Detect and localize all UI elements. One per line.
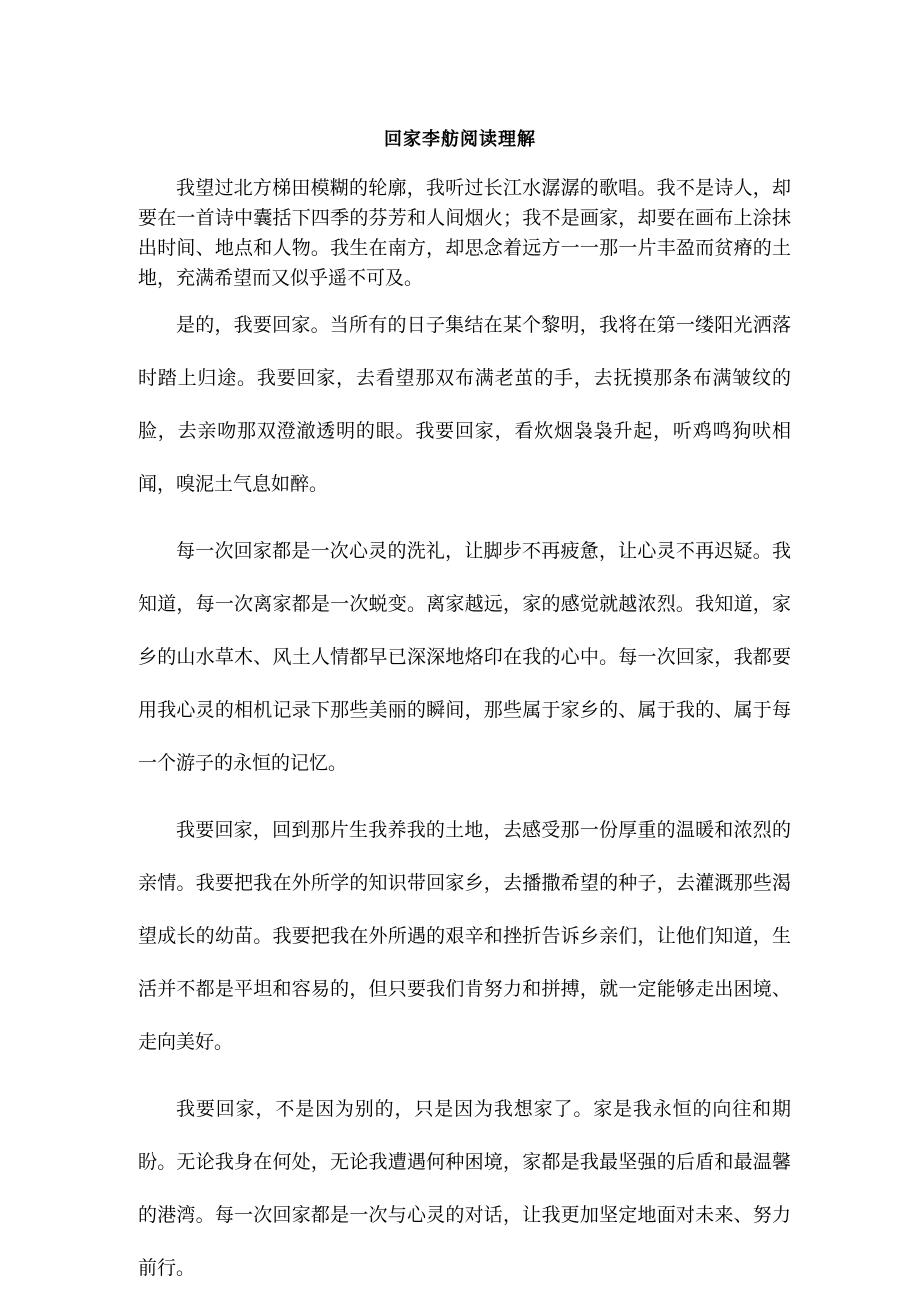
document-title: 回家李舫阅读理解 bbox=[384, 129, 536, 150]
paragraph-4: 我要回家，回到那片生我养我的土地，去感受那一份厚重的温暖和浓烈的亲情。我要把我在外所学的知识带回家乡，去播撒希望的种子，去灌溉那些渴望成长的幼苗。我要把我在外所遇的艰辛和挫折告诉乡亲们，让他们知道，生活并不都是平坦和容易的，但只要我们肯努力和拼搏，就一定能够走出困境、走向美好。 bbox=[138, 819, 791, 1053]
paragraph-2: 是的，我要回家。当所有的日子集结在某个黎明，我将在第一缕阳光洒落时踏上归途。我要回家，去看望那双布满老茧的手，去抚摸那条布满皱纹的脸，去亲吻那双澄澈透明的眼。我要回家，看炊烟袅袅升起，听鸡鸣狗吠相闻，嗅泥土气息如醉。 bbox=[138, 314, 791, 495]
paragraph-1: 我望过北方梯田模糊的轮廓，我听过长江水潺潺的歌唱。我不是诗人，却要在一首诗中囊括下四季的芬芳和人间烟火；我不是画家，却要在画布上涂抹出时间、地点和人物。我生在南方，却思念着远方一一那一片丰盈而贫瘠的土地，充满希望而又似乎遥不可及。 bbox=[138, 177, 791, 289]
paragraph-5: 我要回家，不是因为别的，只是因为我想家了。家是我永恒的向往和期盼。无论我身在何处，无论我遭遇何种困境，家都是我最坚强的后盾和最温馨的港湾。每一次回家都是一次与心灵的对话，让我更加坚定地面对未来、努力前行。 bbox=[138, 1098, 791, 1279]
document-body bbox=[138, 173, 791, 1295]
paragraph-3: 每一次回家都是一次心灵的洗礼，让脚步不再疲惫，让心灵不再迟疑。我知道，每一次离家都是一次蜕变。离家越远，家的感觉就越浓烈。我知道，家乡的山水草木、风土人情都早已深深地烙印在我的心中。每一次回家，我都要用我心灵的相机记录下那些美丽的瞬间，那些属于家乡的、属于我的、属于每一个游子的永恒的记忆。 bbox=[138, 540, 791, 774]
